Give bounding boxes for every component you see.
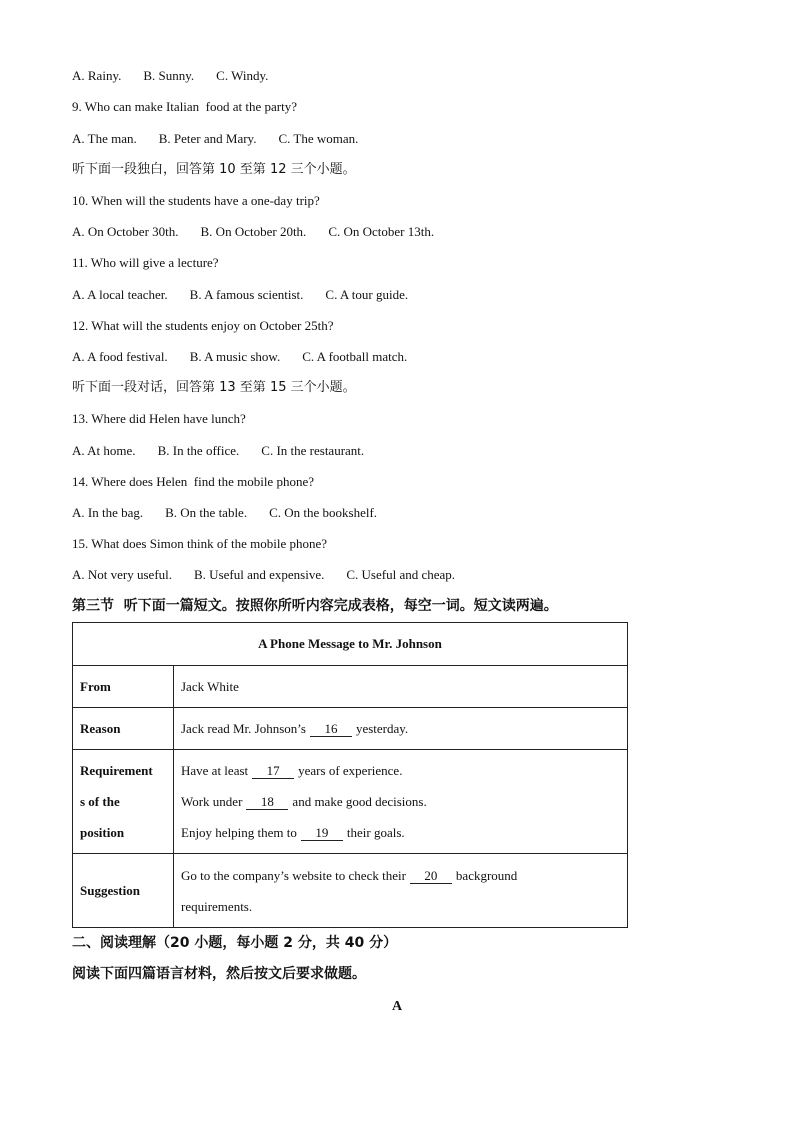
answer-options [72, 224, 456, 240]
answer-options [72, 68, 290, 84]
answer-option[interactable]: B. On the table. [165, 505, 248, 520]
answer-option[interactable]: A. Rainy. [72, 68, 122, 83]
answer-options [72, 567, 477, 583]
reason-text-pre: Jack read Mr. Johnson’s [181, 721, 306, 736]
answer-option[interactable]: B. Useful and expensive. [194, 567, 325, 582]
answer-options [72, 349, 429, 365]
suggestion-label: Suggestion [73, 854, 174, 928]
answer-option[interactable]: B. Sunny. [143, 68, 195, 83]
question-text: 13. Where did Helen have lunch? [72, 411, 246, 426]
instruction-line: 听下面一段对话，回答第 13 至第 15 三个小题。 [72, 380, 356, 395]
passage-a-heading: A [391, 999, 403, 1014]
answer-options [72, 287, 430, 303]
reason-label: Reason [73, 708, 174, 750]
answer-option[interactable]: C. A tour guide. [325, 287, 409, 302]
answer-option[interactable]: A. Not very useful. [72, 567, 173, 582]
blank-19[interactable]: 19 [301, 826, 343, 841]
part-2-instruction: 阅读下面四篇语言材料，然后按文后要求做题。 [72, 966, 366, 982]
table-title: A Phone Message to Mr. Johnson [73, 623, 628, 666]
suggestion-cell [174, 854, 628, 928]
requirements-cell [174, 750, 628, 854]
answer-option[interactable]: B. Peter and Mary. [158, 131, 257, 146]
answer-option[interactable]: C. On October 13th. [328, 224, 435, 239]
suggestion-pre: Go to the company’s website to check their [181, 867, 406, 883]
answer-option[interactable]: A. At home. [72, 443, 136, 458]
blank-16[interactable]: 16 [310, 722, 352, 737]
blank-20[interactable]: 20 [410, 869, 452, 884]
suggestion-post: background [455, 867, 518, 883]
answer-option[interactable]: C. The woman. [278, 131, 359, 146]
requirement-3-post: their goals. [346, 825, 405, 840]
answer-option[interactable]: B. A famous scientist. [189, 287, 304, 302]
answer-option[interactable]: A. The man. [72, 131, 137, 146]
requirements-label-line-2: s of the [80, 794, 120, 809]
question-text: 10. When will the students have a one-day trip? [72, 193, 320, 208]
requirement-3 [181, 817, 620, 848]
requirement-2 [181, 786, 620, 817]
question-text: 12. What will the students enjoy on October 25th? [72, 318, 334, 333]
blank-18[interactable]: 18 [246, 795, 288, 810]
answer-option[interactable]: C. Useful and cheap. [346, 567, 456, 582]
answer-options [72, 131, 380, 147]
question-text: 14. Where does Helen find the mobile phone? [72, 474, 314, 489]
question-text: 11. Who will give a lecture? [72, 255, 219, 270]
answer-option[interactable]: A. On October 30th. [72, 224, 179, 239]
requirement-1-post: years of experience. [298, 763, 403, 778]
answer-options [72, 443, 386, 459]
answer-option[interactable]: B. In the office. [157, 443, 240, 458]
requirement-2-post: and make good decisions. [292, 794, 427, 809]
answer-option[interactable]: A. A food festival. [72, 349, 168, 364]
suggestion-line-2: requirements. [181, 898, 253, 914]
from-value: Jack White [174, 666, 628, 708]
answer-option[interactable]: B. On October 20th. [200, 224, 307, 239]
requirements-label-line-3: position [80, 825, 125, 840]
answer-options [72, 505, 399, 521]
answer-option[interactable]: A. In the bag. [72, 505, 144, 520]
section-3-heading: 第三节 听下面一篇短文。按照你所听内容完成表格，每空一词。短文读两遍。 [72, 598, 558, 614]
answer-option[interactable]: C. A football match. [302, 349, 408, 364]
instruction-line: 听下面一段独白，回答第 10 至第 12 三个小题。 [72, 162, 356, 177]
answer-option[interactable]: C. On the bookshelf. [269, 505, 378, 520]
part-2-heading: 二、阅读理解（20 小题，每小题 2 分，共 40 分） [72, 935, 398, 951]
requirement-1-pre: Have at least [181, 763, 249, 778]
blank-17[interactable]: 17 [252, 764, 294, 779]
answer-option[interactable]: C. Windy. [216, 68, 269, 83]
requirements-label-line-1: Requirement [80, 763, 153, 778]
answer-option[interactable]: C. In the restaurant. [261, 443, 365, 458]
suggestion-line-1 [181, 860, 620, 891]
requirements-label [73, 750, 174, 854]
reason-text-post: yesterday. [355, 721, 409, 736]
requirement-3-pre: Enjoy helping them to [181, 825, 297, 840]
question-text: 15. What does Simon think of the mobile phone? [72, 536, 328, 551]
requirement-1 [181, 755, 620, 786]
from-label: From [73, 666, 174, 708]
requirement-2-pre: Work under [181, 794, 243, 809]
answer-option[interactable]: B. A music show. [189, 349, 281, 364]
reason-cell [174, 708, 628, 750]
question-text: 9. Who can make Italian food at the party? [72, 99, 298, 114]
answer-option[interactable]: A. A local teacher. [72, 287, 168, 302]
phone-message-table [72, 622, 628, 928]
